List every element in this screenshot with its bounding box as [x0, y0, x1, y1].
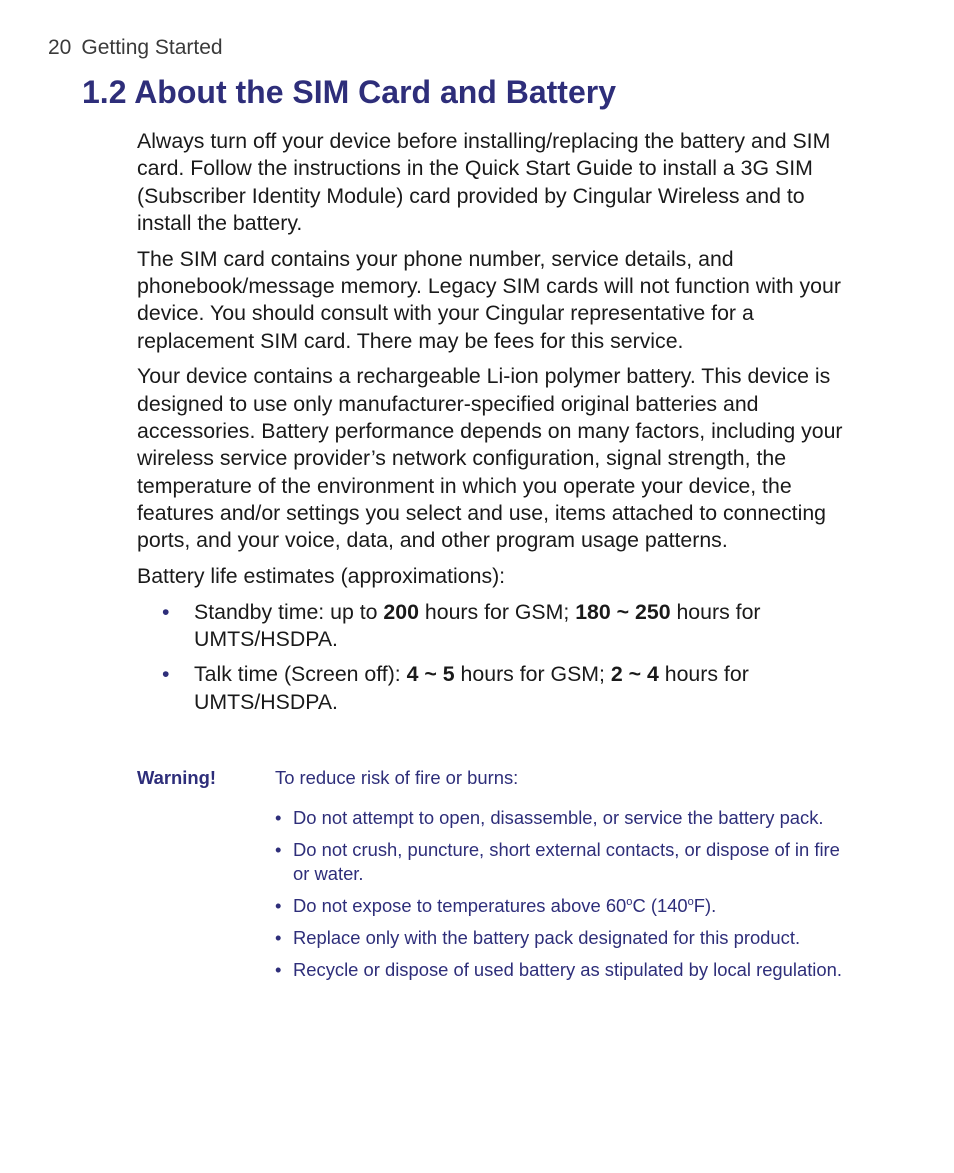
warning-body: [275, 766, 859, 982]
running-header: [48, 36, 223, 60]
warning-item: • Replace only with the battery pack designated for this product.: [275, 927, 801, 948]
page-number: 20: [48, 36, 72, 59]
paragraph-battery: Your device contains a rechargeable Li-ion polymer battery. This device is designed to use only manufacturer-specified original batteries and accessories. Battery performance depends on many factors, including your wireless service provider’s network configuration, signal strength, the temperature of the environment in which you operate your device, the features and/or settings you select and use, items attached to connecting ports, and your voice, data, and other program usage patterns.: [137, 364, 843, 553]
main-content: [137, 128, 859, 724]
bullet-icon: •: [275, 807, 282, 828]
warning-item-temperature: • Do not expose to temperatures above 60$^o$C (140$^o$F).: [275, 895, 717, 916]
bullet-icon: •: [162, 662, 170, 687]
warning-box: [137, 766, 859, 990]
bullet-icon: •: [275, 839, 282, 860]
warning-label: Warning!: [137, 767, 216, 788]
warning-item: • Do not crush, puncture, short external contacts, or dispose of in fire or water.: [275, 839, 840, 884]
bullet-icon: •: [275, 895, 282, 916]
warning-item: • Recycle or dispose of used battery as stipulated by local regulation.: [275, 959, 842, 980]
standby-umts-value: 180 ~ 250: [575, 599, 671, 624]
paragraph-sim-card: The SIM card contains your phone number, service details, and phonebook/message memory. Legacy SIM cards will not function with your device. You should consult with your Cingular representative for a replacement SIM card. There may be fees for this service.: [137, 246, 841, 353]
warning-item: • Do not attempt to open, disassemble, or service the battery pack.: [275, 807, 824, 828]
paragraph-intro: Always turn off your device before installing/replacing the battery and SIM card. Follow the instructions in the Quick Start Guide to install a 3G SIM (Subscriber Identity Module) card provided by Cingular Wireless and to install the battery.: [137, 129, 831, 235]
list-item-standby: • Standby time: up to 200 hours for GSM; 180 ~ 250 hours for UMTS/HSDPA.: [162, 599, 761, 652]
bullet-icon: •: [275, 959, 282, 980]
bullet-icon: •: [275, 927, 282, 948]
warning-intro: To reduce risk of fire or burns:: [275, 767, 519, 788]
standby-gsm-value: 200: [383, 599, 419, 624]
talk-umts-value: 2 ~ 4: [610, 662, 659, 687]
battery-estimates-list: [137, 599, 859, 716]
page-title: 1.2 About the SIM Card and Battery: [82, 74, 616, 110]
degree-sup: o: [626, 895, 633, 908]
bullet-icon: •: [162, 599, 170, 624]
list-item-talk: • Talk time (Screen off): 4 ~ 5 hours for GSM; 2 ~ 4 hours for UMTS/HSDPA.: [162, 662, 749, 714]
degree-sup: o: [687, 895, 694, 908]
talk-gsm-value: 4 ~ 5: [406, 662, 455, 687]
section-name: Getting Started: [81, 36, 223, 59]
paragraph-estimates-intro: Battery life estimates (approximations):: [137, 563, 506, 588]
warning-list: [275, 806, 859, 982]
